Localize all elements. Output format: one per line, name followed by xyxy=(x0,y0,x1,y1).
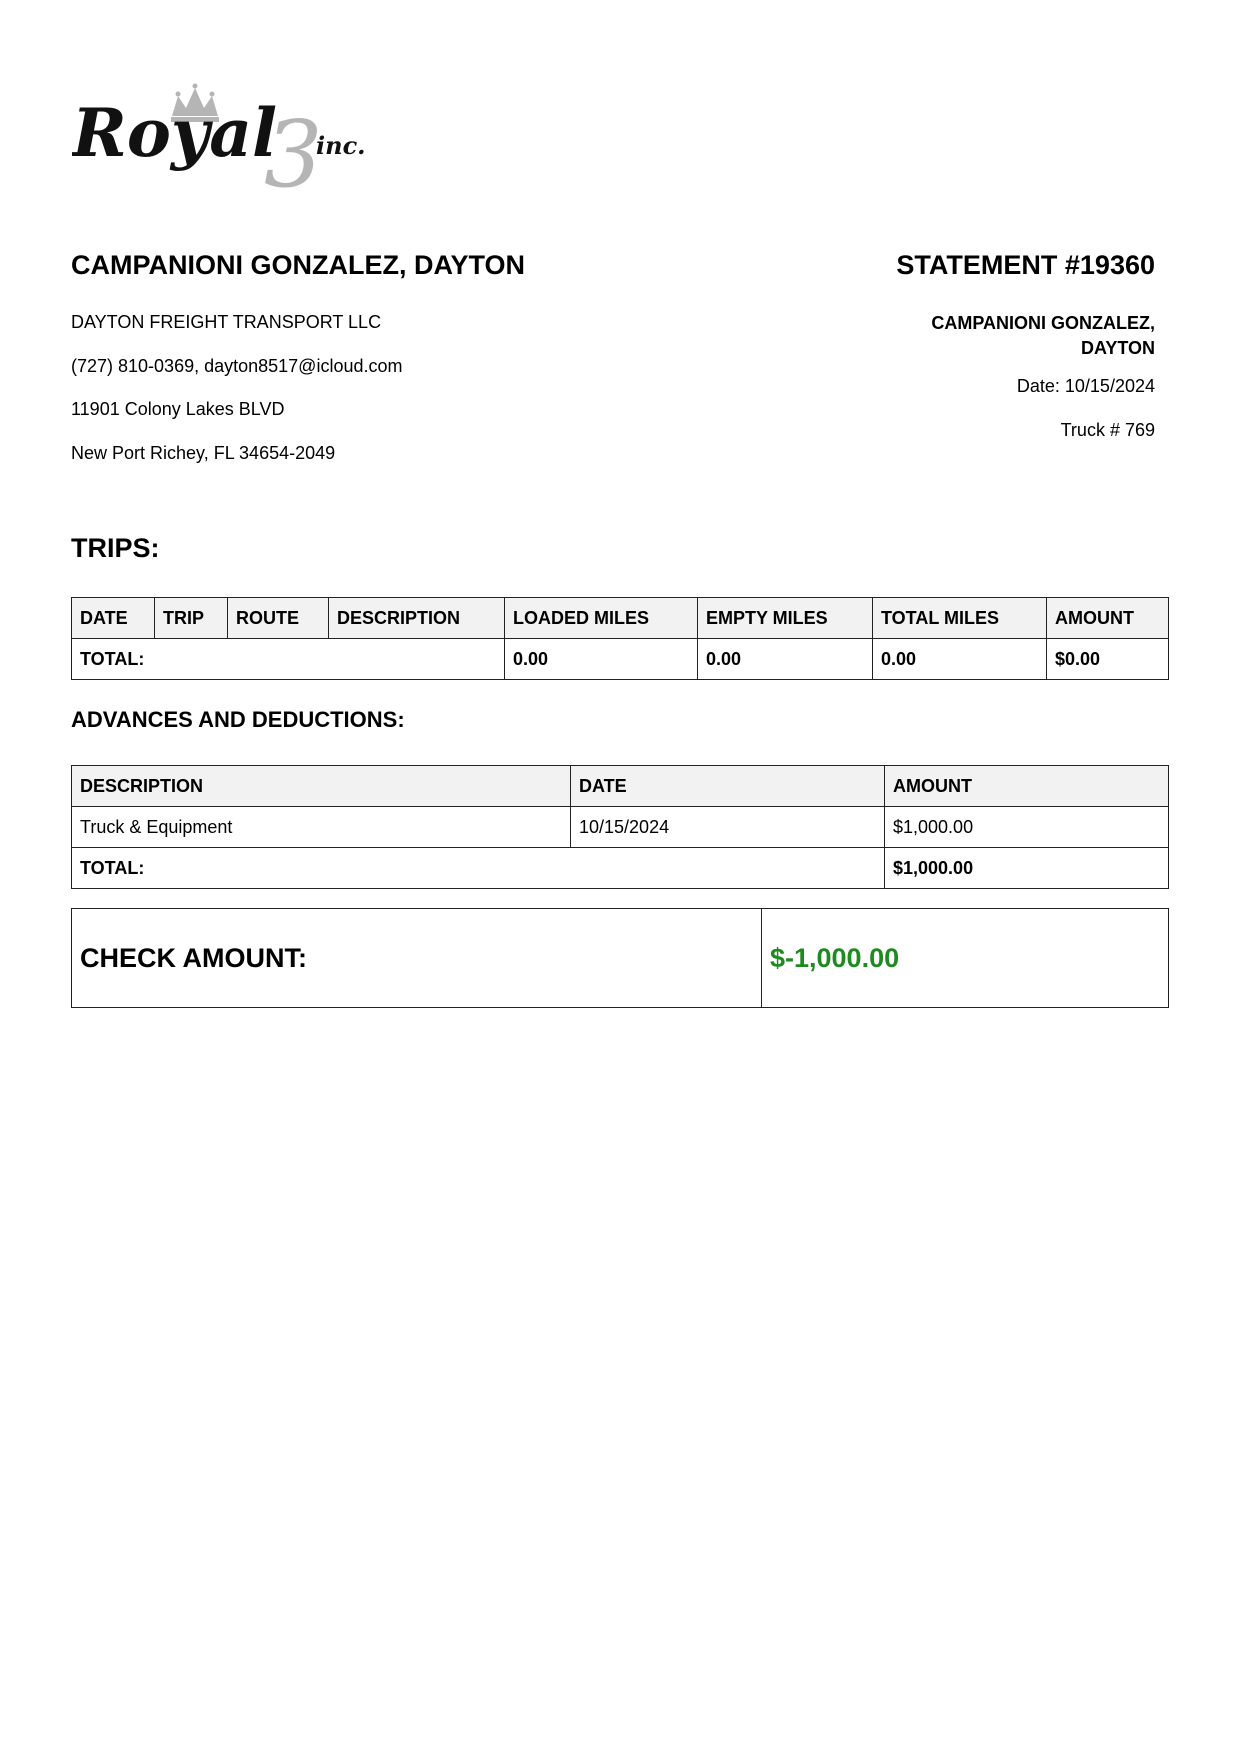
address-line-2: New Port Richey, FL 34654-2049 xyxy=(71,443,336,464)
column-header-amount: AMOUNT xyxy=(1047,598,1169,639)
address-line-1: 11901 Colony Lakes BLVD xyxy=(71,399,285,420)
check-amount-row xyxy=(72,909,1169,1008)
column-header-description: DESCRIPTION xyxy=(72,766,571,807)
svg-text:inc.: inc. xyxy=(316,131,366,160)
advances-heading: ADVANCES AND DEDUCTIONS: xyxy=(71,707,405,732)
payee-info xyxy=(71,312,403,487)
svg-text:Royal: Royal xyxy=(72,94,278,172)
column-header-amount: AMOUNT xyxy=(885,766,1169,807)
trips-heading: TRIPS: xyxy=(71,533,160,563)
statement-payee-name-line-2: DAYTON xyxy=(1080,338,1155,358)
advances-header-row xyxy=(72,766,1169,807)
trips-total-empty-miles: 0.00 xyxy=(698,639,873,680)
trips-header-row xyxy=(72,598,1169,639)
advance-description: Truck & Equipment xyxy=(72,807,571,848)
check-amount-table xyxy=(71,908,1169,1008)
payee-name-title: CAMPANIONI GONZALEZ, DAYTON xyxy=(71,250,526,280)
trips-total-amount: $0.00 xyxy=(1047,639,1169,680)
advance-date: 10/15/2024 xyxy=(571,807,885,848)
column-header-loaded-miles: LOADED MILES xyxy=(505,598,698,639)
table-row xyxy=(72,807,1169,848)
column-header-empty-miles: EMPTY MILES xyxy=(698,598,873,639)
trips-total-row xyxy=(72,639,1169,680)
check-amount-value: $-1,000.00 xyxy=(762,909,1169,1008)
company-name: DAYTON FREIGHT TRANSPORT LLC xyxy=(71,312,382,332)
check-amount-label: CHECK AMOUNT: xyxy=(72,909,762,1008)
statement-payee-name xyxy=(855,311,1155,361)
company-logo xyxy=(72,76,392,194)
column-header-date: DATE xyxy=(571,766,885,807)
column-header-description: DESCRIPTION xyxy=(329,598,505,639)
column-header-total-miles: TOTAL MILES xyxy=(873,598,1047,639)
trips-total-label: TOTAL: xyxy=(72,639,505,680)
statement-date: Date: 10/15/2024 xyxy=(1016,376,1155,396)
advances-total-amount: $1,000.00 xyxy=(885,848,1169,889)
trips-total-total-miles: 0.00 xyxy=(873,639,1047,680)
trips-table xyxy=(71,597,1169,680)
advances-total-row xyxy=(72,848,1169,889)
contact-info: (727) 810-0369, dayton8517@icloud.com xyxy=(71,355,403,376)
column-header-date: DATE xyxy=(72,598,155,639)
advances-table xyxy=(71,765,1169,889)
column-header-route: ROUTE xyxy=(228,598,329,639)
statement-number-title: STATEMENT #19360 xyxy=(896,250,1155,280)
statement-info xyxy=(855,311,1155,441)
advances-total-label: TOTAL: xyxy=(72,848,885,889)
statement-payee-name-line-1: CAMPANIONI GONZALEZ, xyxy=(931,313,1155,333)
trips-total-loaded-miles: 0.00 xyxy=(505,639,698,680)
truck-number: Truck # 769 xyxy=(1060,420,1155,440)
advance-amount: $1,000.00 xyxy=(885,807,1169,848)
svg-text:3: 3 xyxy=(264,101,323,194)
column-header-trip: TRIP xyxy=(155,598,228,639)
